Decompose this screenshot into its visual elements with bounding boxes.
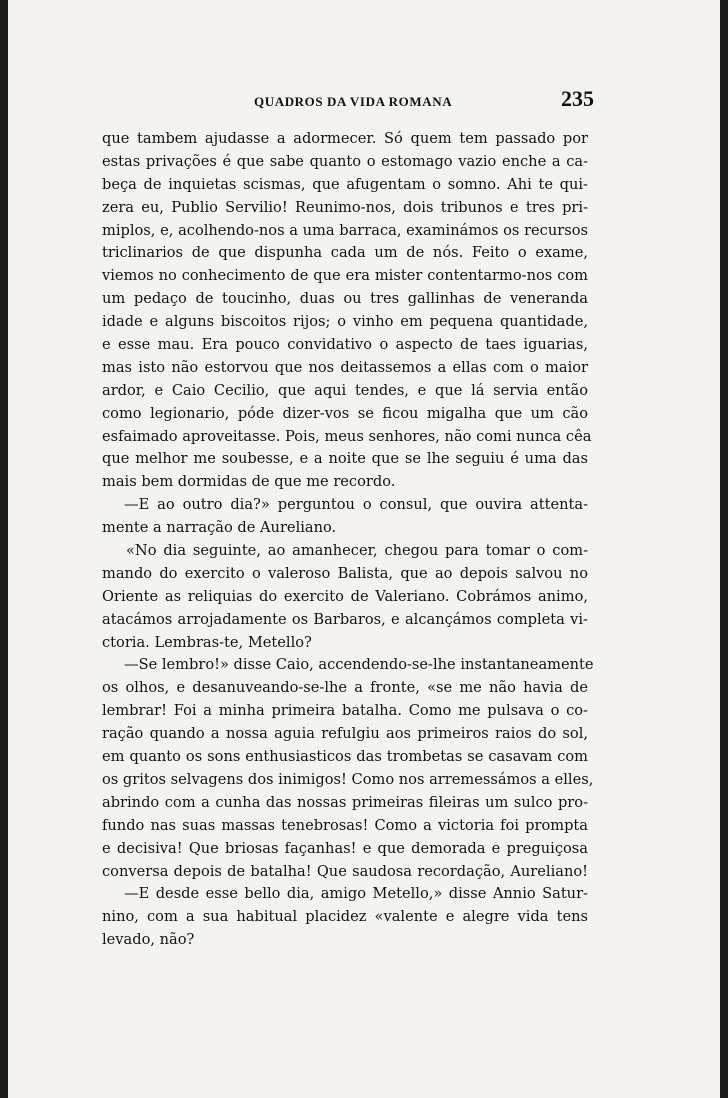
text-line: que melhor me soubesse, e a noite que se lhe seguiu é uma das	[102, 450, 588, 468]
text-line: estas privações é que sabe quanto o estomago vazio enche a ca-	[102, 152, 588, 170]
text-line: atacámos arrojadamente os Barbaros, e alcançámos completa vi-	[102, 610, 588, 628]
text-line: viemos no conhecimento de que era mister contentarmo-nos com	[102, 267, 588, 285]
text-line: ardor, e Caio Cecilio, que aqui tendes, e que lá servia então	[102, 381, 588, 399]
text-line: os gritos selvagens dos inimigos! Como nos arremessámos a elles,	[102, 770, 594, 788]
text-line: fundo nas suas massas tenebrosas! Como a victoria foi prompta	[102, 816, 588, 834]
text-line: «No dia seguinte, ao amanhecer, chegou para tomar o com-	[126, 542, 588, 560]
text-line: abrindo com a cunha das nossas primeiras fileiras um sulco pro-	[102, 793, 588, 811]
page-number: 235	[561, 86, 594, 111]
text-line: beça de inquietas scismas, que afugentam o somno. Ahi te qui-	[102, 175, 588, 193]
text-line: ração quando a nossa aguia refulgiu aos primeiros raios do sol,	[102, 725, 588, 743]
text-line: que tambem ajudasse a adormecer. Só quem tem passado por	[102, 130, 588, 147]
text-line: zera eu, Publio Servilio! Reunimo-nos, dois tribunos e tres pri-	[102, 198, 588, 216]
text-line: mais bem dormidas de que me recordo.	[102, 473, 396, 491]
text-line: mando do exercito o valeroso Balista, que ao depois salvou no	[102, 564, 588, 582]
text-line: ctoria. Lembras-te, Metello?	[102, 633, 312, 651]
text-line: os olhos, e desanuveando-se-lhe a fronte, «se me não havia de	[102, 679, 588, 697]
text-line: levado, não?	[102, 931, 195, 949]
running-head	[104, 86, 594, 116]
text-line: idade e alguns biscoitos rijos; o vinho em pequena quantidade,	[102, 313, 588, 331]
text-line: triclinarios de que dispunha cada um de nós. Feito o exame,	[102, 244, 588, 262]
text-line: miplos, e, acolhendo-nos a uma barraca, examinámos os recursos	[102, 221, 588, 239]
text-line: mente a narração de Aureliano.	[102, 519, 337, 537]
body-text	[102, 128, 594, 952]
text-line: como legionario, póde dizer-vos se ficou migalha que um cão	[102, 404, 588, 422]
text-line: esfaimado aproveitasse. Pois, meus senhores, não comi nunca cêa	[102, 427, 592, 445]
book-page	[8, 0, 720, 1098]
running-title: QUADROS DA VIDA ROMANA	[254, 94, 453, 109]
text-line: mas isto não estorvou que nos deitassemos a ellas com o maior	[102, 358, 588, 376]
text-line: e esse mau. Era pouco convidativo o aspecto de taes iguarias,	[102, 336, 588, 354]
text-line: em quanto os sons enthusiasticos das trombetas se casavam com	[102, 748, 588, 766]
text-line: —E ao outro dia?» perguntou o consul, que ouvira attenta-	[124, 496, 588, 514]
text-line: e decisiva! Que briosas façanhas! e que demorada e preguiçosa	[102, 839, 588, 857]
text-line: conversa depois de batalha! Que saudosa recordação, Aureliano!	[102, 862, 588, 880]
text-line: —E desde esse bello dia, amigo Metello,» disse Annio Satur-	[124, 885, 588, 903]
text-line: Oriente as reliquias do exercito de Valeriano. Cobrámos animo,	[102, 587, 588, 605]
text-line: —Se lembro!» disse Caio, accendendo-se-lhe instantaneamente	[124, 656, 594, 674]
text-line: lembrar! Foi a minha primeira batalha. Como me pulsava o co-	[102, 702, 588, 720]
text-line: um pedaço de toucinho, duas ou tres gallinhas de veneranda	[102, 290, 588, 308]
text-line: nino, com a sua habitual placidez «valente e alegre vida tens	[102, 908, 588, 926]
